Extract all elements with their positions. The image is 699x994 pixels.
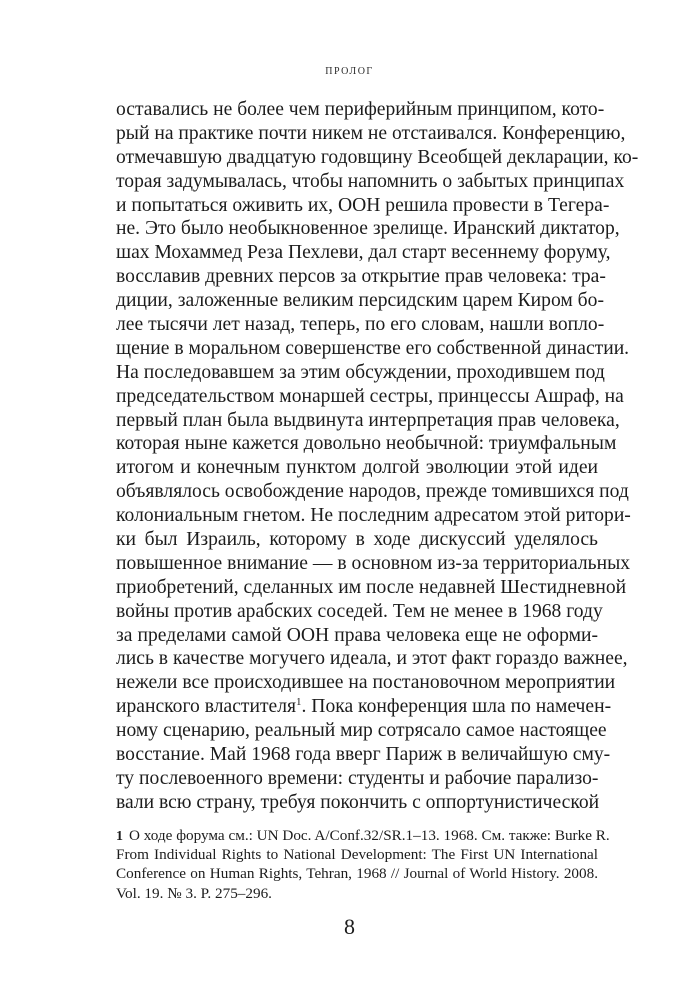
text-line: отмечавшую двадцатую годовщину Всеобщей декларации, ко- <box>116 146 639 168</box>
text-line: колониальным гнетом. Не последним адресатом этой ритори- <box>116 505 631 527</box>
footnote-number: 1 <box>116 829 123 844</box>
page-number: 8 <box>344 914 355 939</box>
text-line: объявлялось освобождение народов, прежде томившихся под <box>116 481 629 503</box>
running-head: ПРОЛОГ <box>325 66 374 77</box>
footnote-text: О ходе форума см.: UN Doc. A/Conf.32/SR.1–13. 1968. См. также: Burke R. <box>129 827 610 844</box>
text-line: повышенное внимание — в основном из-за территориальных <box>116 552 631 574</box>
text-line: восславив древних персов за открытие прав человека: тра- <box>116 266 606 288</box>
text-line: ту послевоенного времени: студенты и рабочие парализо- <box>116 767 599 789</box>
text-line: лее тысячи лет назад, теперь, по его словам, нашли вопло- <box>116 314 605 336</box>
text-line: ки был Израиль, которому в ходе дискуссий уделялось <box>116 529 598 551</box>
footnote-line <box>116 826 610 845</box>
text-line: торая задумывалась, чтобы напомнить о забытых принципах <box>116 170 625 192</box>
text-line: председательством монаршей сестры, принцессы Ашраф, на <box>116 385 624 407</box>
footnote-line: Vol. 19. № 3. P. 275–296. <box>116 884 272 902</box>
text-fragment: иранского властителя <box>116 696 296 718</box>
text-fragment: . Пока конференция шла по намечен- <box>301 696 612 718</box>
body-text <box>116 98 639 815</box>
text-line: вали всю страну, требуя покончить с оппортунистической <box>116 791 600 813</box>
footnote-reference[interactable]: 1 <box>296 696 302 709</box>
footnote-line: Conference on Human Rights, Tehran, 1968 // Journal of World History. 2008. <box>116 865 598 883</box>
text-line: оставались не более чем периферийным принципом, кото- <box>116 99 605 120</box>
text-line: войны против арабских соседей. Тем не менее в 1968 году <box>116 600 603 622</box>
text-line: не. Это было необыкновенное зрелище. Иранский диктатор, <box>116 218 620 240</box>
text-line: диции, заложенные великим персидским царем Киром бо- <box>116 290 604 312</box>
text-line: ному сценарию, реальный мир сотрясало самое настоящее <box>116 720 607 742</box>
text-line-with-footnote <box>116 695 612 719</box>
footnote <box>116 826 610 903</box>
text-line: первый план была выдвинута интерпретация прав человека, <box>116 409 620 431</box>
text-line: которая ныне кажется довольно необычной: триумфальным <box>116 433 617 455</box>
text-line: нежели все происходившее на постановочном мероприятии <box>116 672 616 694</box>
text-line: лись в качестве могучего идеала, и этот факт гораздо важнее, <box>116 648 628 670</box>
text-line: и попытаться оживить их, ООН решила провести в Тегера- <box>116 194 610 216</box>
text-line: итогом и конечным пунктом долгой эволюции этой идеи <box>116 457 598 479</box>
text-line: за пределами самой ООН права человека еще не оформи- <box>116 624 598 646</box>
text-line: На последовавшем за этим обсуждении, проходившем под <box>116 361 605 383</box>
text-line: шах Мохаммед Реза Пехлеви, дал старт весеннему форуму, <box>116 242 611 264</box>
text-line: приобретений, сделанных им после недавней Шестидневной <box>116 576 627 598</box>
text-line: восстание. Май 1968 года вверг Париж в величайшую сму- <box>116 744 611 766</box>
text-line: щение в моральном совершенстве его собственной династии. <box>116 337 630 359</box>
footnote-line: From Individual Rights to National Development: The First UN International <box>116 846 598 864</box>
text-line: рый на практике почти никем не отстаивался. Конференцию, <box>116 122 626 144</box>
